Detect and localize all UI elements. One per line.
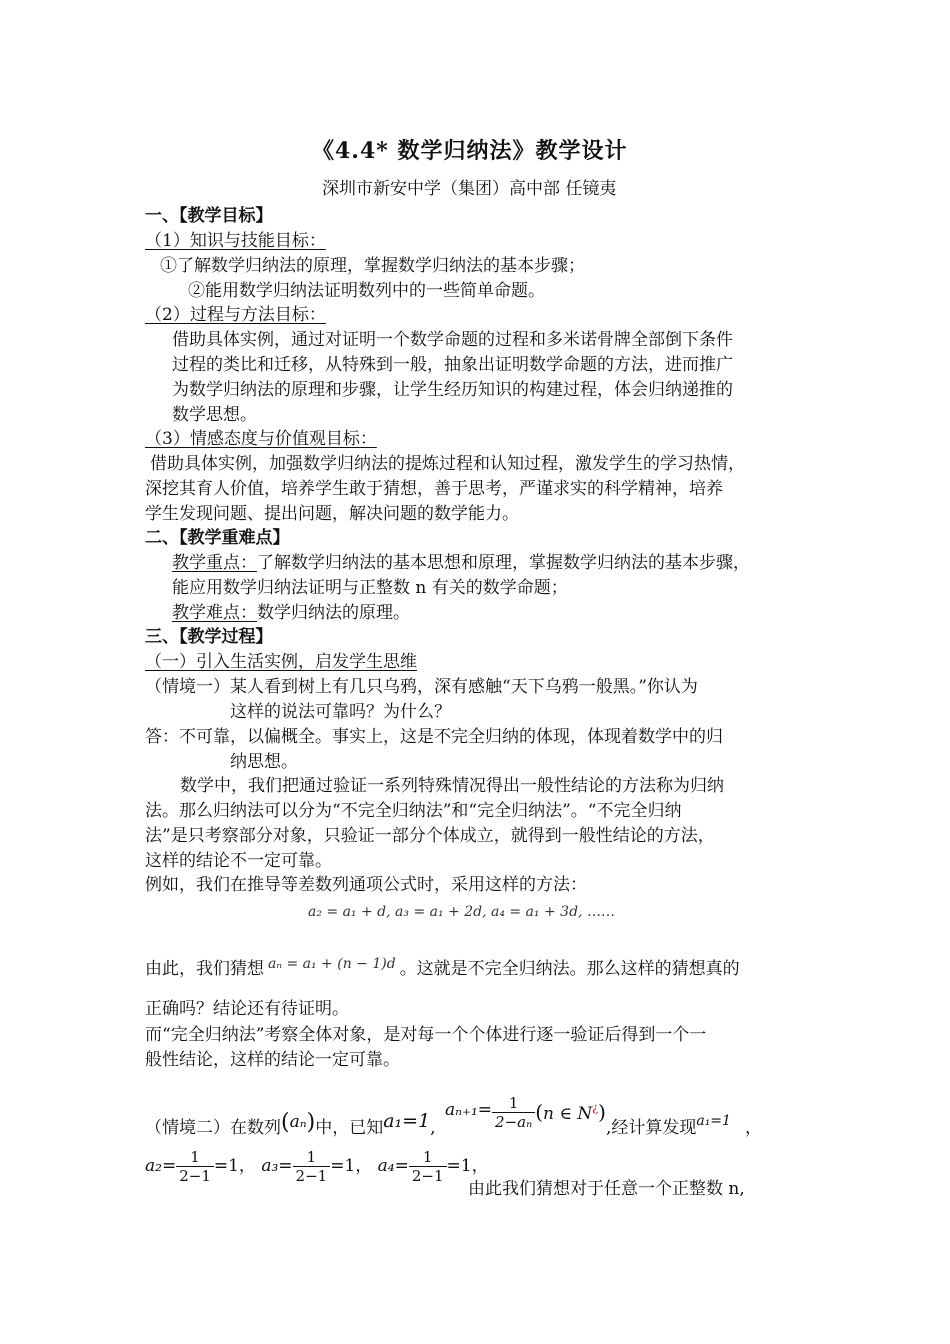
difficulty-label: 教学难点： — [172, 603, 257, 623]
scenario-2-prefix: （情境二）在数列 — [145, 1118, 281, 1138]
section-heading-goals: 一、【教学目标】 — [145, 206, 273, 226]
paragraph-line: 正确吗？结论还有待证明。 — [145, 999, 349, 1019]
paragraph-line: 数学中，我们把通过验证一系列特殊情况得出一般性结论的方法称为归纳 — [180, 776, 724, 796]
recurrence-fraction — [492, 1094, 535, 1131]
goal-item-2: ②能用数学归纳法证明数列中的一些简单命题。 — [188, 281, 545, 301]
subheading-process: （2）过程与方法目标： — [145, 305, 326, 325]
initial-term: a₁=1 — [383, 1110, 431, 1132]
fraction-a3 — [293, 1148, 331, 1185]
fraction-denominator: 2−1 — [295, 1167, 328, 1185]
doc-title: 《4.4* 数学归纳法》教学设计 — [312, 138, 628, 164]
paragraph-line: 法”是只考察部分对象，只验证一部分个体成立，就得到一般性结论的方法， — [145, 826, 715, 846]
recurrence-lhs: aₙ₊₁= — [444, 1100, 493, 1120]
difficulty-text: 数学归纳法的原理。 — [257, 603, 410, 623]
term-a4: a₄= — [377, 1156, 409, 1176]
guess-line — [145, 958, 740, 981]
fraction-denominator: 2−1 — [179, 1167, 211, 1185]
example-intro: 例如，我们在推导等差数列通项公式时，采用这样的方法： — [145, 875, 587, 895]
focus-line — [172, 552, 750, 574]
paragraph-line: 学生发现问题、提出问题，解决问题的数学能力。 — [145, 504, 519, 524]
subheading-attitude: （3）情感态度与价值观目标： — [145, 429, 377, 449]
fraction-result: =1， — [446, 1156, 489, 1176]
paragraph-line: 般性结论，这样的结论一定可靠。 — [145, 1050, 400, 1070]
fraction-denominator: 2−1 — [411, 1167, 444, 1185]
sequence-symbol: aₙ — [289, 1112, 307, 1132]
final-guess-text: 由此我们猜想对于任意一个正整数 n, — [468, 1179, 745, 1199]
sequence-brace: ) — [306, 1110, 316, 1135]
sequence-brace: ( — [281, 1110, 290, 1135]
paragraph-line: 而“完全归纳法”考察全体对象，是对每一个个体进行逐一验证后得到一个一 — [145, 1025, 707, 1045]
answer-line: 纳思想。 — [230, 752, 298, 772]
term-a2: a₂= — [145, 1156, 177, 1176]
verification-line — [145, 1148, 489, 1198]
paragraph-line: 深挖其育人价值，培养学生敢于猜想，善于思考，严谨求实的科学精神，培养 — [145, 479, 723, 499]
focus-label: 教学重点： — [172, 553, 257, 573]
term-a3: a₃= — [261, 1156, 293, 1176]
section-heading-key-points: 二、【教学重难点】 — [145, 528, 290, 548]
initial-term-check: a₁=1 — [696, 1113, 731, 1129]
fraction-numerator: 1 — [176, 1148, 214, 1167]
scenario-2-tail: ， — [744, 1118, 762, 1138]
fraction-a4 — [409, 1148, 447, 1185]
fraction-numerator: 1 — [492, 1094, 535, 1113]
subheading-intro: （一）引入生活实例，启发学生思维 — [145, 652, 417, 672]
paragraph-line: 借助具体实例，加强数学归纳法的提炼过程和认知过程，激发学生的学习热情， — [150, 454, 745, 474]
fraction-result: =1， — [330, 1156, 373, 1176]
scenario-1-line: （情境一）某人看到树上有几只乌鸦，深有感触“天下乌鸦一般黑。”你认为 — [145, 677, 698, 697]
paragraph-line: 为数学归纳法的原理和步骤，让学生经历知识的构建过程，体会归纳递推的 — [172, 380, 733, 400]
paragraph-line: 这样的结论不一定可靠。 — [145, 851, 332, 871]
focus-text: 了解数学归纳法的基本思想和原理，掌握数学归纳法的基本步骤， — [257, 553, 750, 573]
guess-prefix: 由此，我们猜想 — [145, 959, 264, 979]
scenario-2-line: （情境二）在数列(aₙ)中，已知a₁=1, aₙ₊₁= $\frac{1}{\text{2−aₙ}}$ (n ∈ N¿),经计算发现a₁=1 ， — [145, 1094, 762, 1138]
guess-suffix: 。这就是不完全归纳法。那么这样的猜想真的 — [399, 959, 740, 979]
formula-general-term: aₙ = a₁ + (n − 1)d — [268, 956, 396, 972]
goal-item-1: ①了解数学归纳法的原理，掌握数学归纳法的基本步骤； — [160, 256, 585, 276]
scenario-2-post: ,经计算发现 — [605, 1118, 697, 1138]
paragraph-line: 法。那么归纳法可以分为“不完全归纳法”和“完全归纳法”。“不完全归纳 — [145, 801, 682, 821]
fraction-numerator: 1 — [409, 1148, 447, 1167]
fraction-a2 — [176, 1148, 214, 1185]
doc-author: 深圳市新安中学（集团）高中部 任镜夷 — [322, 179, 617, 199]
section-heading-process: 三、【教学过程】 — [145, 627, 273, 647]
recurrence-condition: n ∈ N — [543, 1104, 593, 1124]
focus-line-2: 能应用数学归纳法证明与正整数 n 有关的数学命题； — [172, 578, 568, 598]
subheading-knowledge: （1）知识与技能目标： — [145, 231, 326, 251]
paragraph-line: 数学思想。 — [172, 405, 257, 425]
fraction-denominator: 2−aₙ — [495, 1113, 533, 1131]
difficulty-line — [172, 602, 410, 624]
answer-line: 答：不可靠，以偏概全。事实上，这是不完全归纳的体现，体现着数学中的归 — [145, 727, 723, 747]
fraction-numerator: 1 — [293, 1148, 331, 1167]
paragraph-line: 借助具体实例，通过对证明一个数学命题的过程和多米诺骨牌全部倒下条件 — [172, 330, 733, 350]
paragraph-line: 过程的类比和迁移，从特殊到一般，抽象出证明数学命题的方法，进而推广 — [172, 355, 733, 375]
formula-arithmetic-sequence: a₂ = a₁ + d, a₃ = a₁ + 2d, a₄ = a₁ + 3d, …… — [308, 904, 615, 920]
scenario-1-line: 这样的说法可靠吗？为什么？ — [230, 702, 451, 722]
scenario-2-mid: 中，已知 — [315, 1118, 384, 1138]
fraction-result: =1， — [213, 1156, 256, 1176]
